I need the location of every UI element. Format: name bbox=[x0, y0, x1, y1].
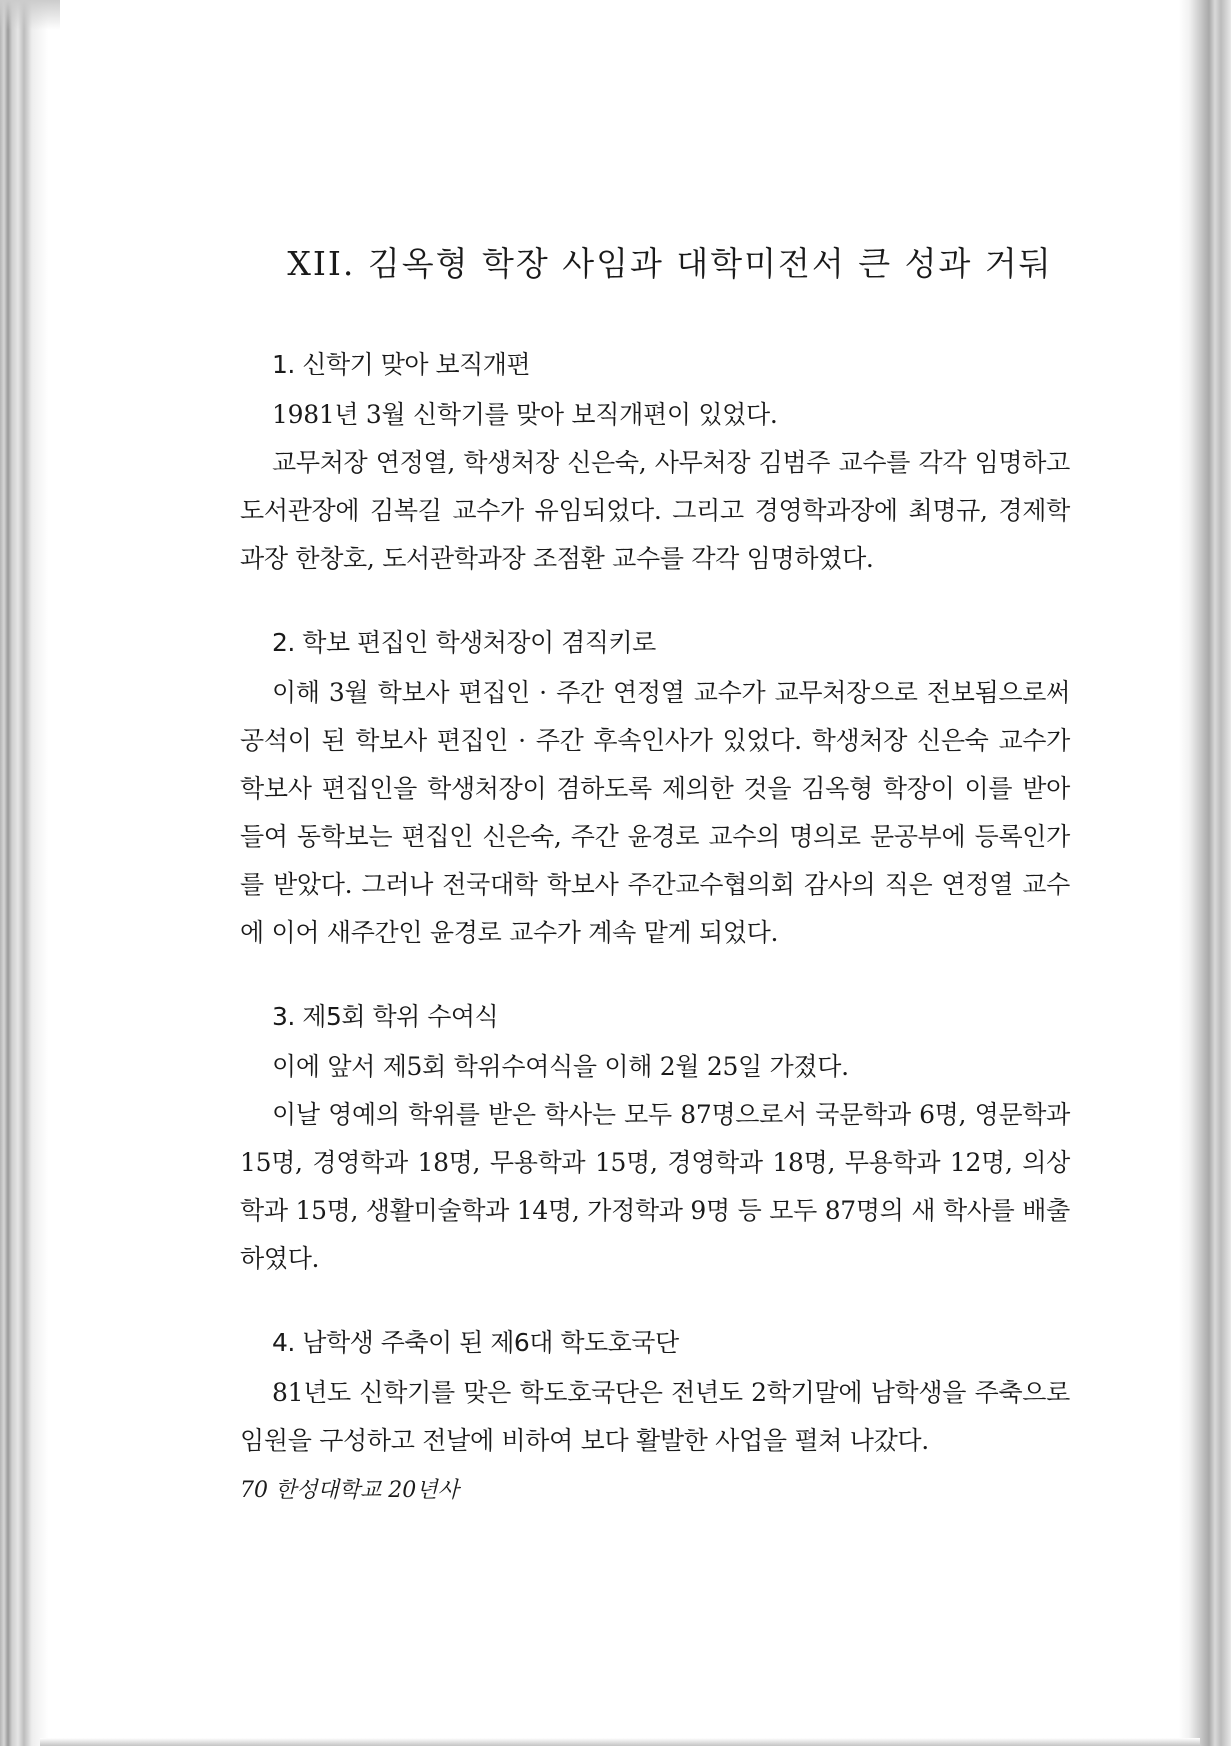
page-content bbox=[240, 238, 1070, 1505]
section-heading: 3. 제5회 학위 수여식 bbox=[272, 1002, 499, 1031]
page-number: 70 bbox=[240, 1478, 268, 1503]
page-footer bbox=[240, 1473, 459, 1504]
book-binding-shadow bbox=[0, 0, 60, 30]
section-4 bbox=[240, 1323, 1070, 1465]
section-1 bbox=[240, 345, 1070, 583]
book-binding-edge bbox=[0, 0, 60, 1746]
paragraph: 이해 3월 학보사 편집인 · 주간 연정열 교수가 교무처장으로 전보됨으로써 공석이 된 학보사 편집인 · 주간 후속인사가 있었다. 학생처장 신은숙 교수가 학보사 편집인을 학생처장이 겸하도록 제의한 것을 김옥형 학장이 이를 받아들여 동학보는 편집인 신은숙, 주간 윤경로 교수의 명의로 문공부에 등록인가를 받았다. 그러나 전국대학 학보사 주간교수협의회 감사의 직은 연정열 교수에 이어 새주간인 윤경로 교수가 계속 맡게 되었다. bbox=[240, 678, 1070, 947]
paragraph: 이에 앞서 제5회 학위수여식을 이해 2월 25일 가졌다. bbox=[272, 1052, 849, 1081]
section-3 bbox=[240, 997, 1070, 1283]
section-2 bbox=[240, 623, 1070, 957]
section-heading: 1. 신학기 맞아 보직개편 bbox=[272, 350, 531, 379]
paragraph: 교무처장 연정열, 학생처장 신은숙, 사무처장 김범주 교수를 각각 임명하고 도서관장에 김복길 교수가 유임되었다. 그리고 경영학과장에 최명규, 경제학과장 한창호, 도서관학과장 조점환 교수를 각각 임명하였다. bbox=[240, 448, 1070, 573]
paragraph: 1981년 3월 신학기를 맞아 보직개편이 있었다. bbox=[272, 400, 778, 429]
paragraph: 81년도 신학기를 맞은 학도호국단은 전년도 2학기말에 남학생을 주축으로 임원을 구성하고 전날에 비하여 보다 활발한 사업을 펼쳐 나갔다. bbox=[240, 1378, 1070, 1455]
page-stack-edge bbox=[1179, 0, 1231, 1746]
page-bottom-edge bbox=[40, 1738, 1200, 1746]
chapter-title: XII. 김옥형 학장 사임과 대학미전서 큰 성과 거둬 bbox=[287, 244, 1053, 283]
book-title: 한성대학교 20년사 bbox=[275, 1478, 459, 1503]
section-heading: 2. 학보 편집인 학생처장이 겸직키로 bbox=[272, 628, 656, 657]
section-heading: 4. 남학생 주축이 된 제6대 학도호국단 bbox=[272, 1328, 679, 1357]
paragraph: 이날 영예의 학위를 받은 학사는 모두 87명으로서 국문학과 6명, 영문학과 15명, 경영학과 18명, 무용학과 15명, 경영학과 18명, 무용학과 12명, 의상학과 15명, 생활미술학과 14명, 가정학과 9명 등 모두 87명의 새 학사를 배출하였다. bbox=[240, 1100, 1070, 1273]
